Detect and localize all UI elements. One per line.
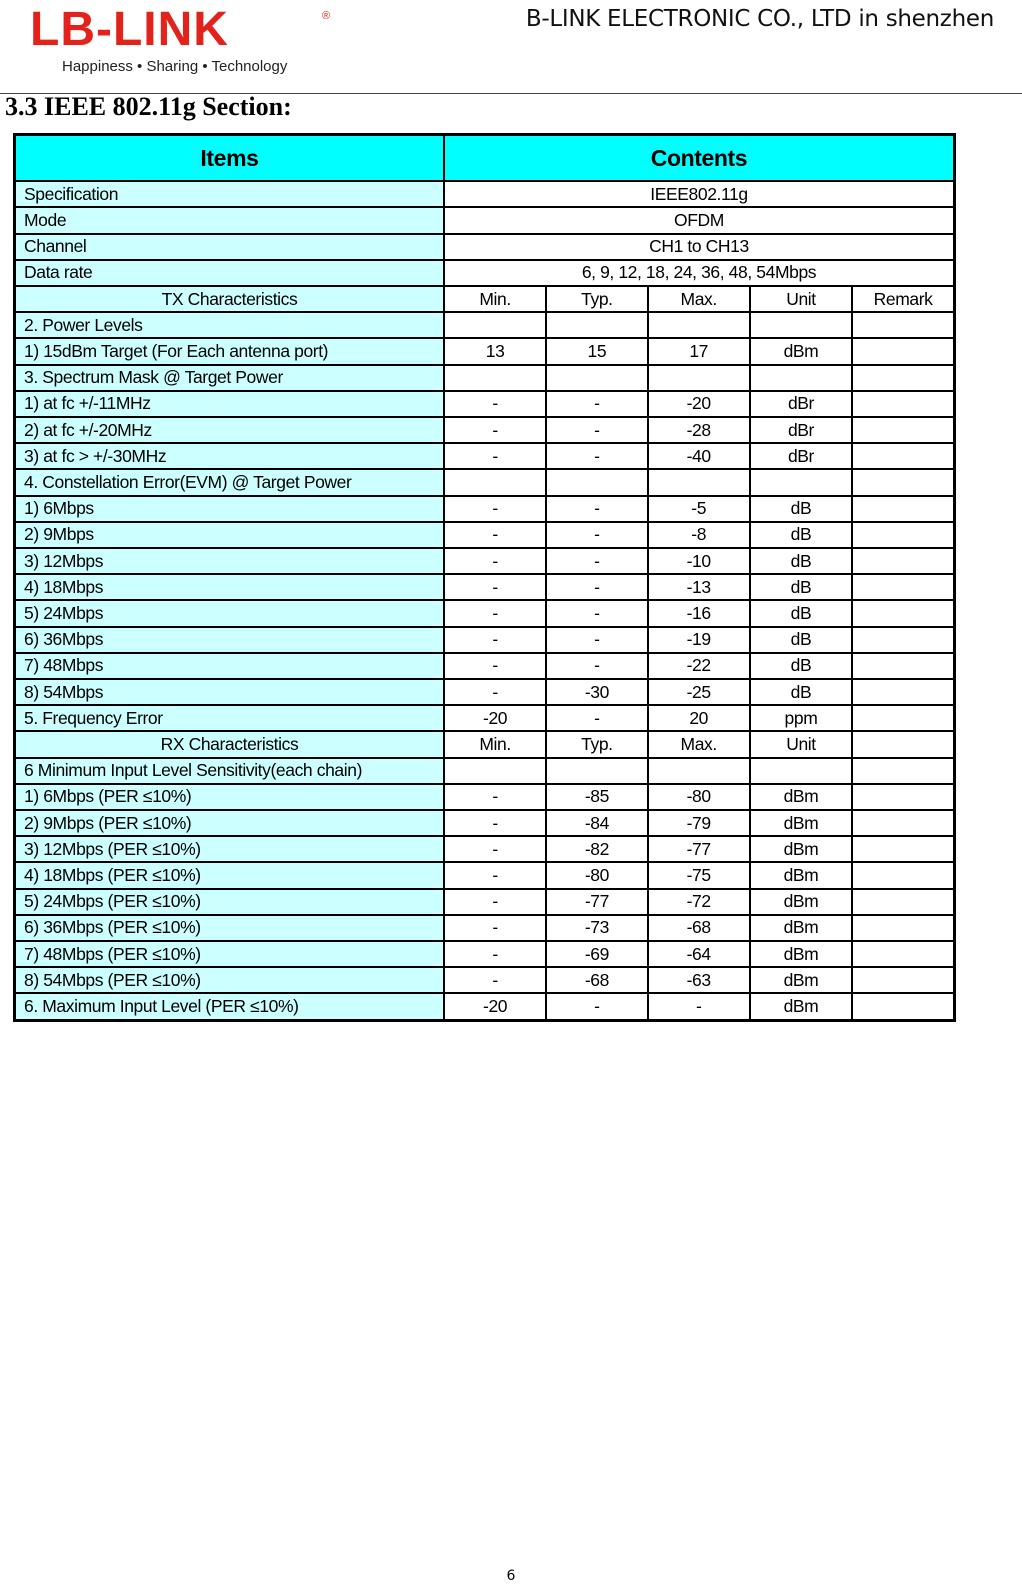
tx-remark xyxy=(852,312,954,338)
rx-remark xyxy=(852,836,954,862)
tx-min: - xyxy=(444,600,546,626)
tx-typ: -30 xyxy=(546,679,647,705)
rx-unit: dBm xyxy=(750,836,852,862)
rx-remark xyxy=(852,862,954,888)
tx-unit: dB xyxy=(750,679,852,705)
rx-unit: dBm xyxy=(750,993,852,1020)
table-row xyxy=(15,548,955,574)
table-row xyxy=(15,653,955,679)
rx-unit xyxy=(750,758,852,784)
rx-remark xyxy=(852,915,954,941)
table-row xyxy=(15,469,955,495)
tx-item: 3) at fc > +/-30MHz xyxy=(15,443,444,469)
section-title: 3.3 IEEE 802.11g Section: xyxy=(5,92,292,121)
rx-max: -77 xyxy=(648,836,750,862)
tx-typ xyxy=(546,312,647,338)
rx-typ: -85 xyxy=(546,784,647,810)
tx-max xyxy=(648,469,750,495)
rx-remark xyxy=(852,889,954,915)
rx-typ: -84 xyxy=(546,810,647,836)
rx-typ: - xyxy=(546,993,647,1020)
rx-min: -20 xyxy=(444,993,546,1020)
rx-typ: -82 xyxy=(546,836,647,862)
tx-typ xyxy=(546,365,647,391)
tx-remark xyxy=(852,496,954,522)
spec-value: IEEE802.11g xyxy=(444,181,955,207)
rx-max: -63 xyxy=(648,967,750,993)
table-row xyxy=(15,365,955,391)
tx-remark xyxy=(852,679,954,705)
tx-min: - xyxy=(444,522,546,548)
company-logo xyxy=(30,3,340,78)
tx-remark xyxy=(852,417,954,443)
table-row xyxy=(15,993,955,1020)
table-row xyxy=(15,391,955,417)
tx-col-remark: Remark xyxy=(852,286,954,312)
logo-wordmark: LB-LINK xyxy=(30,3,229,56)
tx-item: 4. Constellation Error(EVM) @ Target Power xyxy=(15,469,444,495)
tx-item: 7) 48Mbps xyxy=(15,653,444,679)
rx-unit: dBm xyxy=(750,862,852,888)
tx-max: -22 xyxy=(648,653,750,679)
rx-typ: -69 xyxy=(546,941,647,967)
tx-item: 1) 6Mbps xyxy=(15,496,444,522)
rx-min: - xyxy=(444,941,546,967)
rx-unit: dBm xyxy=(750,967,852,993)
tx-max: -28 xyxy=(648,417,750,443)
tx-min xyxy=(444,312,546,338)
rx-min: - xyxy=(444,810,546,836)
table-row xyxy=(15,758,955,784)
tx-max: -20 xyxy=(648,391,750,417)
tx-max xyxy=(648,312,750,338)
table-row xyxy=(15,443,955,469)
rx-unit: dBm xyxy=(750,810,852,836)
spec-row xyxy=(15,234,955,260)
table-row xyxy=(15,600,955,626)
tx-remark xyxy=(852,627,954,653)
tx-item: 5. Frequency Error xyxy=(15,705,444,731)
tx-max: 20 xyxy=(648,705,750,731)
tx-item: 2) at fc +/-20MHz xyxy=(15,417,444,443)
tx-max: -10 xyxy=(648,548,750,574)
tx-min xyxy=(444,365,546,391)
tx-min: - xyxy=(444,417,546,443)
tx-item: 1) 15dBm Target (For Each antenna port) xyxy=(15,338,444,364)
tx-typ: - xyxy=(546,443,647,469)
tx-unit: dB xyxy=(750,548,852,574)
spec-row xyxy=(15,181,955,207)
tx-unit: dB xyxy=(750,627,852,653)
tx-min: - xyxy=(444,574,546,600)
table-row xyxy=(15,862,955,888)
tx-min: -20 xyxy=(444,705,546,731)
tx-item: 6) 36Mbps xyxy=(15,627,444,653)
header-contents: Contents xyxy=(444,135,955,182)
table-row xyxy=(15,496,955,522)
rx-min: - xyxy=(444,967,546,993)
tx-col-min: Min. xyxy=(444,286,546,312)
rx-item: 6. Maximum Input Level (PER ≤10%) xyxy=(15,993,444,1020)
tx-typ: - xyxy=(546,417,647,443)
header-items: Items xyxy=(15,135,444,182)
tx-unit xyxy=(750,365,852,391)
spec-item: Channel xyxy=(15,234,444,260)
tx-typ: - xyxy=(546,548,647,574)
tx-max: -8 xyxy=(648,522,750,548)
rx-typ: -68 xyxy=(546,967,647,993)
registered-mark-icon: ® xyxy=(322,10,331,22)
tx-remark xyxy=(852,338,954,364)
tx-remark xyxy=(852,522,954,548)
table-row xyxy=(15,836,955,862)
rx-min: - xyxy=(444,862,546,888)
rx-max: -75 xyxy=(648,862,750,888)
rx-item: 6) 36Mbps (PER ≤10%) xyxy=(15,915,444,941)
rx-unit: dBm xyxy=(750,784,852,810)
tx-max: -13 xyxy=(648,574,750,600)
rx-col-max: Max. xyxy=(648,731,750,757)
tx-min: - xyxy=(444,391,546,417)
rx-typ: -73 xyxy=(546,915,647,941)
tx-header-row xyxy=(15,286,955,312)
company-name: B-LINK ELECTRONIC CO., LTD in shenzhen xyxy=(525,6,994,32)
tx-unit: dBr xyxy=(750,391,852,417)
table-row xyxy=(15,941,955,967)
tx-item: 2) 9Mbps xyxy=(15,522,444,548)
tx-col-max: Max. xyxy=(648,286,750,312)
spec-table-body xyxy=(15,135,955,1021)
rx-col-remark xyxy=(852,731,954,757)
rx-title: RX Characteristics xyxy=(15,731,444,757)
rx-typ: -77 xyxy=(546,889,647,915)
tx-typ xyxy=(546,469,647,495)
table-row xyxy=(15,338,955,364)
tx-title: TX Characteristics xyxy=(15,286,444,312)
rx-remark xyxy=(852,758,954,784)
tx-item: 3. Spectrum Mask @ Target Power xyxy=(15,365,444,391)
tx-typ: - xyxy=(546,600,647,626)
rx-max: - xyxy=(648,993,750,1020)
rx-item: 4) 18Mbps (PER ≤10%) xyxy=(15,862,444,888)
rx-item: 7) 48Mbps (PER ≤10%) xyxy=(15,941,444,967)
rx-max: -79 xyxy=(648,810,750,836)
tx-remark xyxy=(852,653,954,679)
rx-min: - xyxy=(444,784,546,810)
tx-unit xyxy=(750,469,852,495)
rx-max: -80 xyxy=(648,784,750,810)
tx-col-unit: Unit xyxy=(750,286,852,312)
spec-row xyxy=(15,207,955,233)
rx-unit: dBm xyxy=(750,941,852,967)
rx-max xyxy=(648,758,750,784)
tx-item: 3) 12Mbps xyxy=(15,548,444,574)
rx-col-min: Min. xyxy=(444,731,546,757)
tx-min: 13 xyxy=(444,338,546,364)
rx-max: -72 xyxy=(648,889,750,915)
tx-max: -19 xyxy=(648,627,750,653)
rx-item: 2) 9Mbps (PER ≤10%) xyxy=(15,810,444,836)
rx-item: 6 Minimum Input Level Sensitivity(each chain) xyxy=(15,758,444,784)
rx-col-unit: Unit xyxy=(750,731,852,757)
page-number: 6 xyxy=(506,1568,516,1584)
table-row xyxy=(15,889,955,915)
tx-remark xyxy=(852,391,954,417)
tx-max xyxy=(648,365,750,391)
spec-value: OFDM xyxy=(444,207,955,233)
tx-unit: dBr xyxy=(750,443,852,469)
tx-remark xyxy=(852,443,954,469)
rx-remark xyxy=(852,993,954,1020)
rx-min: - xyxy=(444,836,546,862)
tx-max: -16 xyxy=(648,600,750,626)
tx-typ: - xyxy=(546,627,647,653)
tx-min: - xyxy=(444,679,546,705)
rx-item: 5) 24Mbps (PER ≤10%) xyxy=(15,889,444,915)
tx-unit: dB xyxy=(750,574,852,600)
table-row xyxy=(15,915,955,941)
spec-table xyxy=(13,133,956,1022)
table-row xyxy=(15,522,955,548)
tx-typ: - xyxy=(546,705,647,731)
tx-item: 2. Power Levels xyxy=(15,312,444,338)
tx-max: -25 xyxy=(648,679,750,705)
table-row xyxy=(15,784,955,810)
tx-typ: - xyxy=(546,522,647,548)
rx-min: - xyxy=(444,915,546,941)
rx-header-row xyxy=(15,731,955,757)
tx-max: 17 xyxy=(648,338,750,364)
tx-unit: dBr xyxy=(750,417,852,443)
tx-min: - xyxy=(444,627,546,653)
spec-value: 6, 9, 12, 18, 24, 36, 48, 54Mbps xyxy=(444,260,955,286)
tx-unit: dB xyxy=(750,600,852,626)
table-row xyxy=(15,679,955,705)
rx-col-typ: Typ. xyxy=(546,731,647,757)
table-row xyxy=(15,627,955,653)
tx-col-typ: Typ. xyxy=(546,286,647,312)
tx-remark xyxy=(852,548,954,574)
logo-tagline: Happiness • Sharing • Technology xyxy=(62,58,288,75)
tx-unit: dB xyxy=(750,653,852,679)
spec-row xyxy=(15,260,955,286)
tx-typ: - xyxy=(546,391,647,417)
tx-min: - xyxy=(444,443,546,469)
tx-remark xyxy=(852,600,954,626)
rx-max: -68 xyxy=(648,915,750,941)
tx-unit xyxy=(750,312,852,338)
tx-remark xyxy=(852,705,954,731)
table-row xyxy=(15,810,955,836)
tx-unit: ppm xyxy=(750,705,852,731)
spec-item: Mode xyxy=(15,207,444,233)
table-row xyxy=(15,574,955,600)
rx-typ xyxy=(546,758,647,784)
rx-unit: dBm xyxy=(750,889,852,915)
spec-item: Data rate xyxy=(15,260,444,286)
spec-item: Specification xyxy=(15,181,444,207)
tx-min xyxy=(444,469,546,495)
tx-item: 5) 24Mbps xyxy=(15,600,444,626)
tx-typ: 15 xyxy=(546,338,647,364)
tx-min: - xyxy=(444,653,546,679)
rx-item: 3) 12Mbps (PER ≤10%) xyxy=(15,836,444,862)
rx-typ: -80 xyxy=(546,862,647,888)
table-row xyxy=(15,312,955,338)
tx-remark xyxy=(852,469,954,495)
rx-unit: dBm xyxy=(750,915,852,941)
tx-item: 8) 54Mbps xyxy=(15,679,444,705)
tx-max: -5 xyxy=(648,496,750,522)
rx-remark xyxy=(852,810,954,836)
rx-remark xyxy=(852,967,954,993)
table-row xyxy=(15,967,955,993)
rx-item: 1) 6Mbps (PER ≤10%) xyxy=(15,784,444,810)
tx-max: -40 xyxy=(648,443,750,469)
tx-remark xyxy=(852,365,954,391)
table-row xyxy=(15,417,955,443)
rx-min: - xyxy=(444,889,546,915)
table-header-row xyxy=(15,135,955,182)
tx-unit: dB xyxy=(750,522,852,548)
tx-remark xyxy=(852,574,954,600)
table-row xyxy=(15,705,955,731)
tx-item: 1) at fc +/-11MHz xyxy=(15,391,444,417)
rx-remark xyxy=(852,941,954,967)
tx-unit: dBm xyxy=(750,338,852,364)
rx-remark xyxy=(852,784,954,810)
tx-unit: dB xyxy=(750,496,852,522)
rx-max: -64 xyxy=(648,941,750,967)
tx-min: - xyxy=(444,548,546,574)
tx-typ: - xyxy=(546,574,647,600)
tx-item: 4) 18Mbps xyxy=(15,574,444,600)
tx-typ: - xyxy=(546,496,647,522)
tx-typ: - xyxy=(546,653,647,679)
spec-value: CH1 to CH13 xyxy=(444,234,955,260)
tx-min: - xyxy=(444,496,546,522)
rx-min xyxy=(444,758,546,784)
rx-item: 8) 54Mbps (PER ≤10%) xyxy=(15,967,444,993)
